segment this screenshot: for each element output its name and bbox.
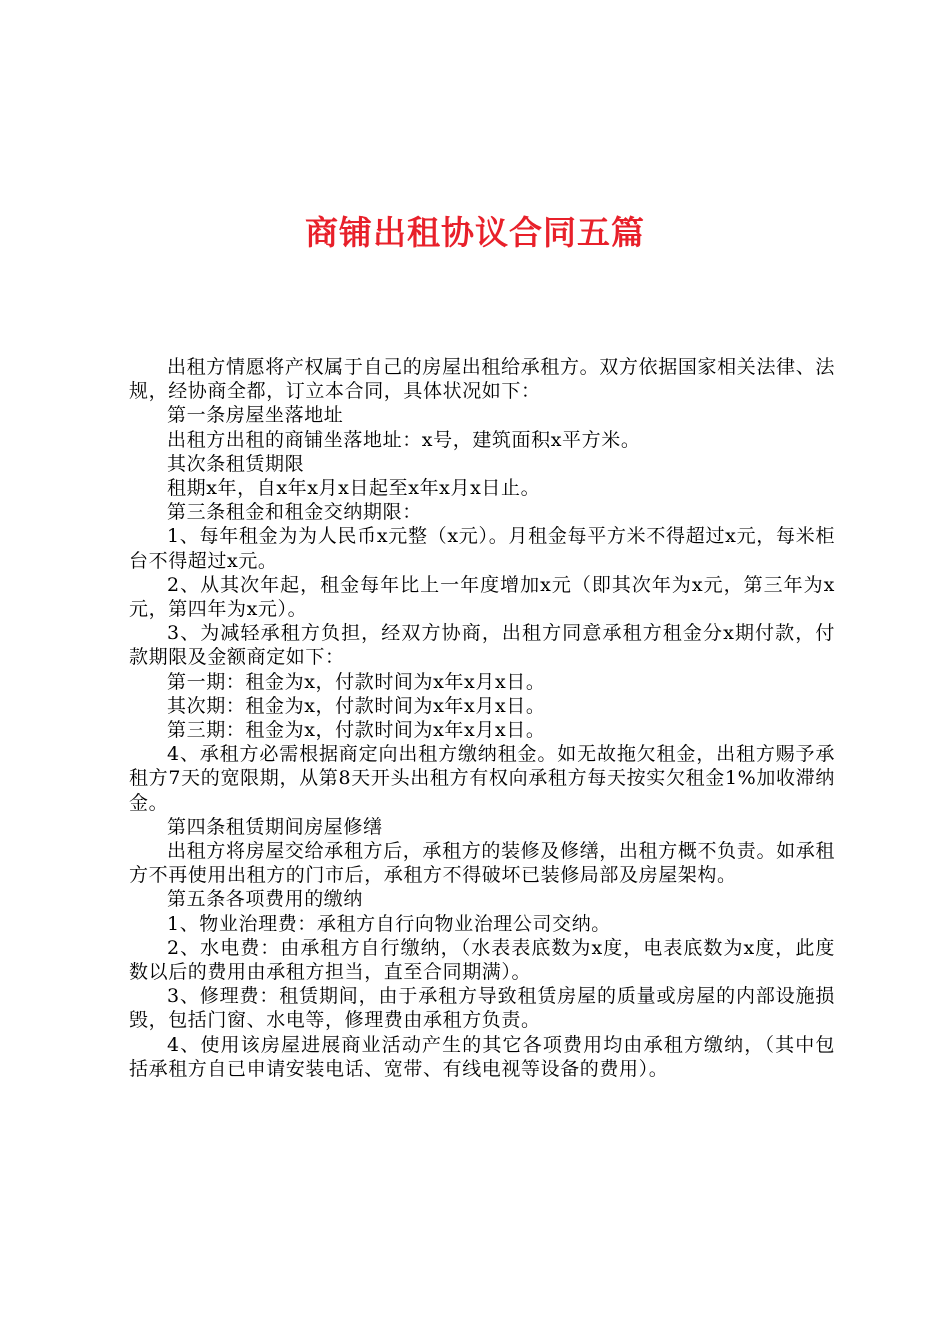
- paragraph-rent-3: 3、为减轻承租方负担，经双方协商，出租方同意承租方租金分x期付款，付款期限及金额商定如下：: [129, 622, 835, 669]
- paragraph-address: 出租方出租的商铺坐落地址：x号，建筑面积x平方米。: [167, 428, 641, 451]
- paragraph-rent-4: 4、承租方必需根据商定向出租方缴纳租金。如无故拖欠租金，出租方赐予承租方7天的宽限期，从第8天开头出租方有权向承租方每天按实欠租金1%加收滞纳金。: [129, 743, 835, 814]
- heading-article-4: 第四条租赁期间房屋修缮: [167, 815, 383, 838]
- paragraph-installment-2: 其次期：租金为x，付款时间为x年x月x日。: [167, 694, 546, 717]
- document-body: [129, 355, 835, 1081]
- heading-article-1: 第一条房屋坐落地址: [167, 404, 344, 427]
- paragraph-repair: 出租方将房屋交给承租方后，承租方的装修及修缮，出租方概不负责。如承租方不再使用出租方的门市后，承租方不得破坏已装修局部及房屋架构。: [129, 840, 835, 887]
- paragraph-intro: 出租方情愿将产权属于自己的房屋出租给承租方。双方依据国家相关法律、法规，经协商全都，订立本合同，具体状况如下：: [129, 356, 835, 403]
- page-title: 商铺出租协议合同五篇: [305, 213, 645, 252]
- heading-article-2: 其次条租赁期限: [167, 452, 305, 475]
- paragraph-fee-1: 1、物业治理费：承租方自行向物业治理公司交纳。: [167, 912, 611, 935]
- paragraph-installment-1: 第一期：租金为x，付款时间为x年x月x日。: [167, 670, 546, 693]
- paragraph-fee-3: 3、修理费：租赁期间，由于承租方导致租赁房屋的质量或房屋的内部设施损毁，包括门窗、水电等，修理费由承租方负责。: [129, 985, 835, 1032]
- heading-article-3: 第三条租金和租金交纳期限：: [167, 501, 422, 524]
- paragraph-installment-3: 第三期：租金为x，付款时间为x年x月x日。: [167, 719, 546, 742]
- paragraph-rent-2: 2、从其次年起，租金每年比上一年度增加x元（即其次年为x元，第三年为x元，第四年为x元）。: [129, 573, 835, 621]
- paragraph-rent-1: 1、每年租金为为人民币x元整（x元）。月租金每平方米不得超过x元，每米柜台不得超过x元。: [129, 525, 835, 572]
- paragraph-fee-2: 2、水电费：由承租方自行缴纳，（水表表底数为x度，电表底数为x度，此度数以后的费用由承租方担当，直至合同期满）。: [129, 936, 835, 984]
- paragraph-term: 租期x年，自x年x月x日起至x年x月x日止。: [167, 477, 541, 500]
- paragraph-fee-4: 4、使用该房屋进展商业活动产生的其它各项费用均由承租方缴纳，（其中包括承租方自已申请安装电话、宽带、有线电视等设备的费用）。: [129, 1033, 835, 1080]
- heading-article-5: 第五条各项费用的缴纳: [167, 888, 364, 911]
